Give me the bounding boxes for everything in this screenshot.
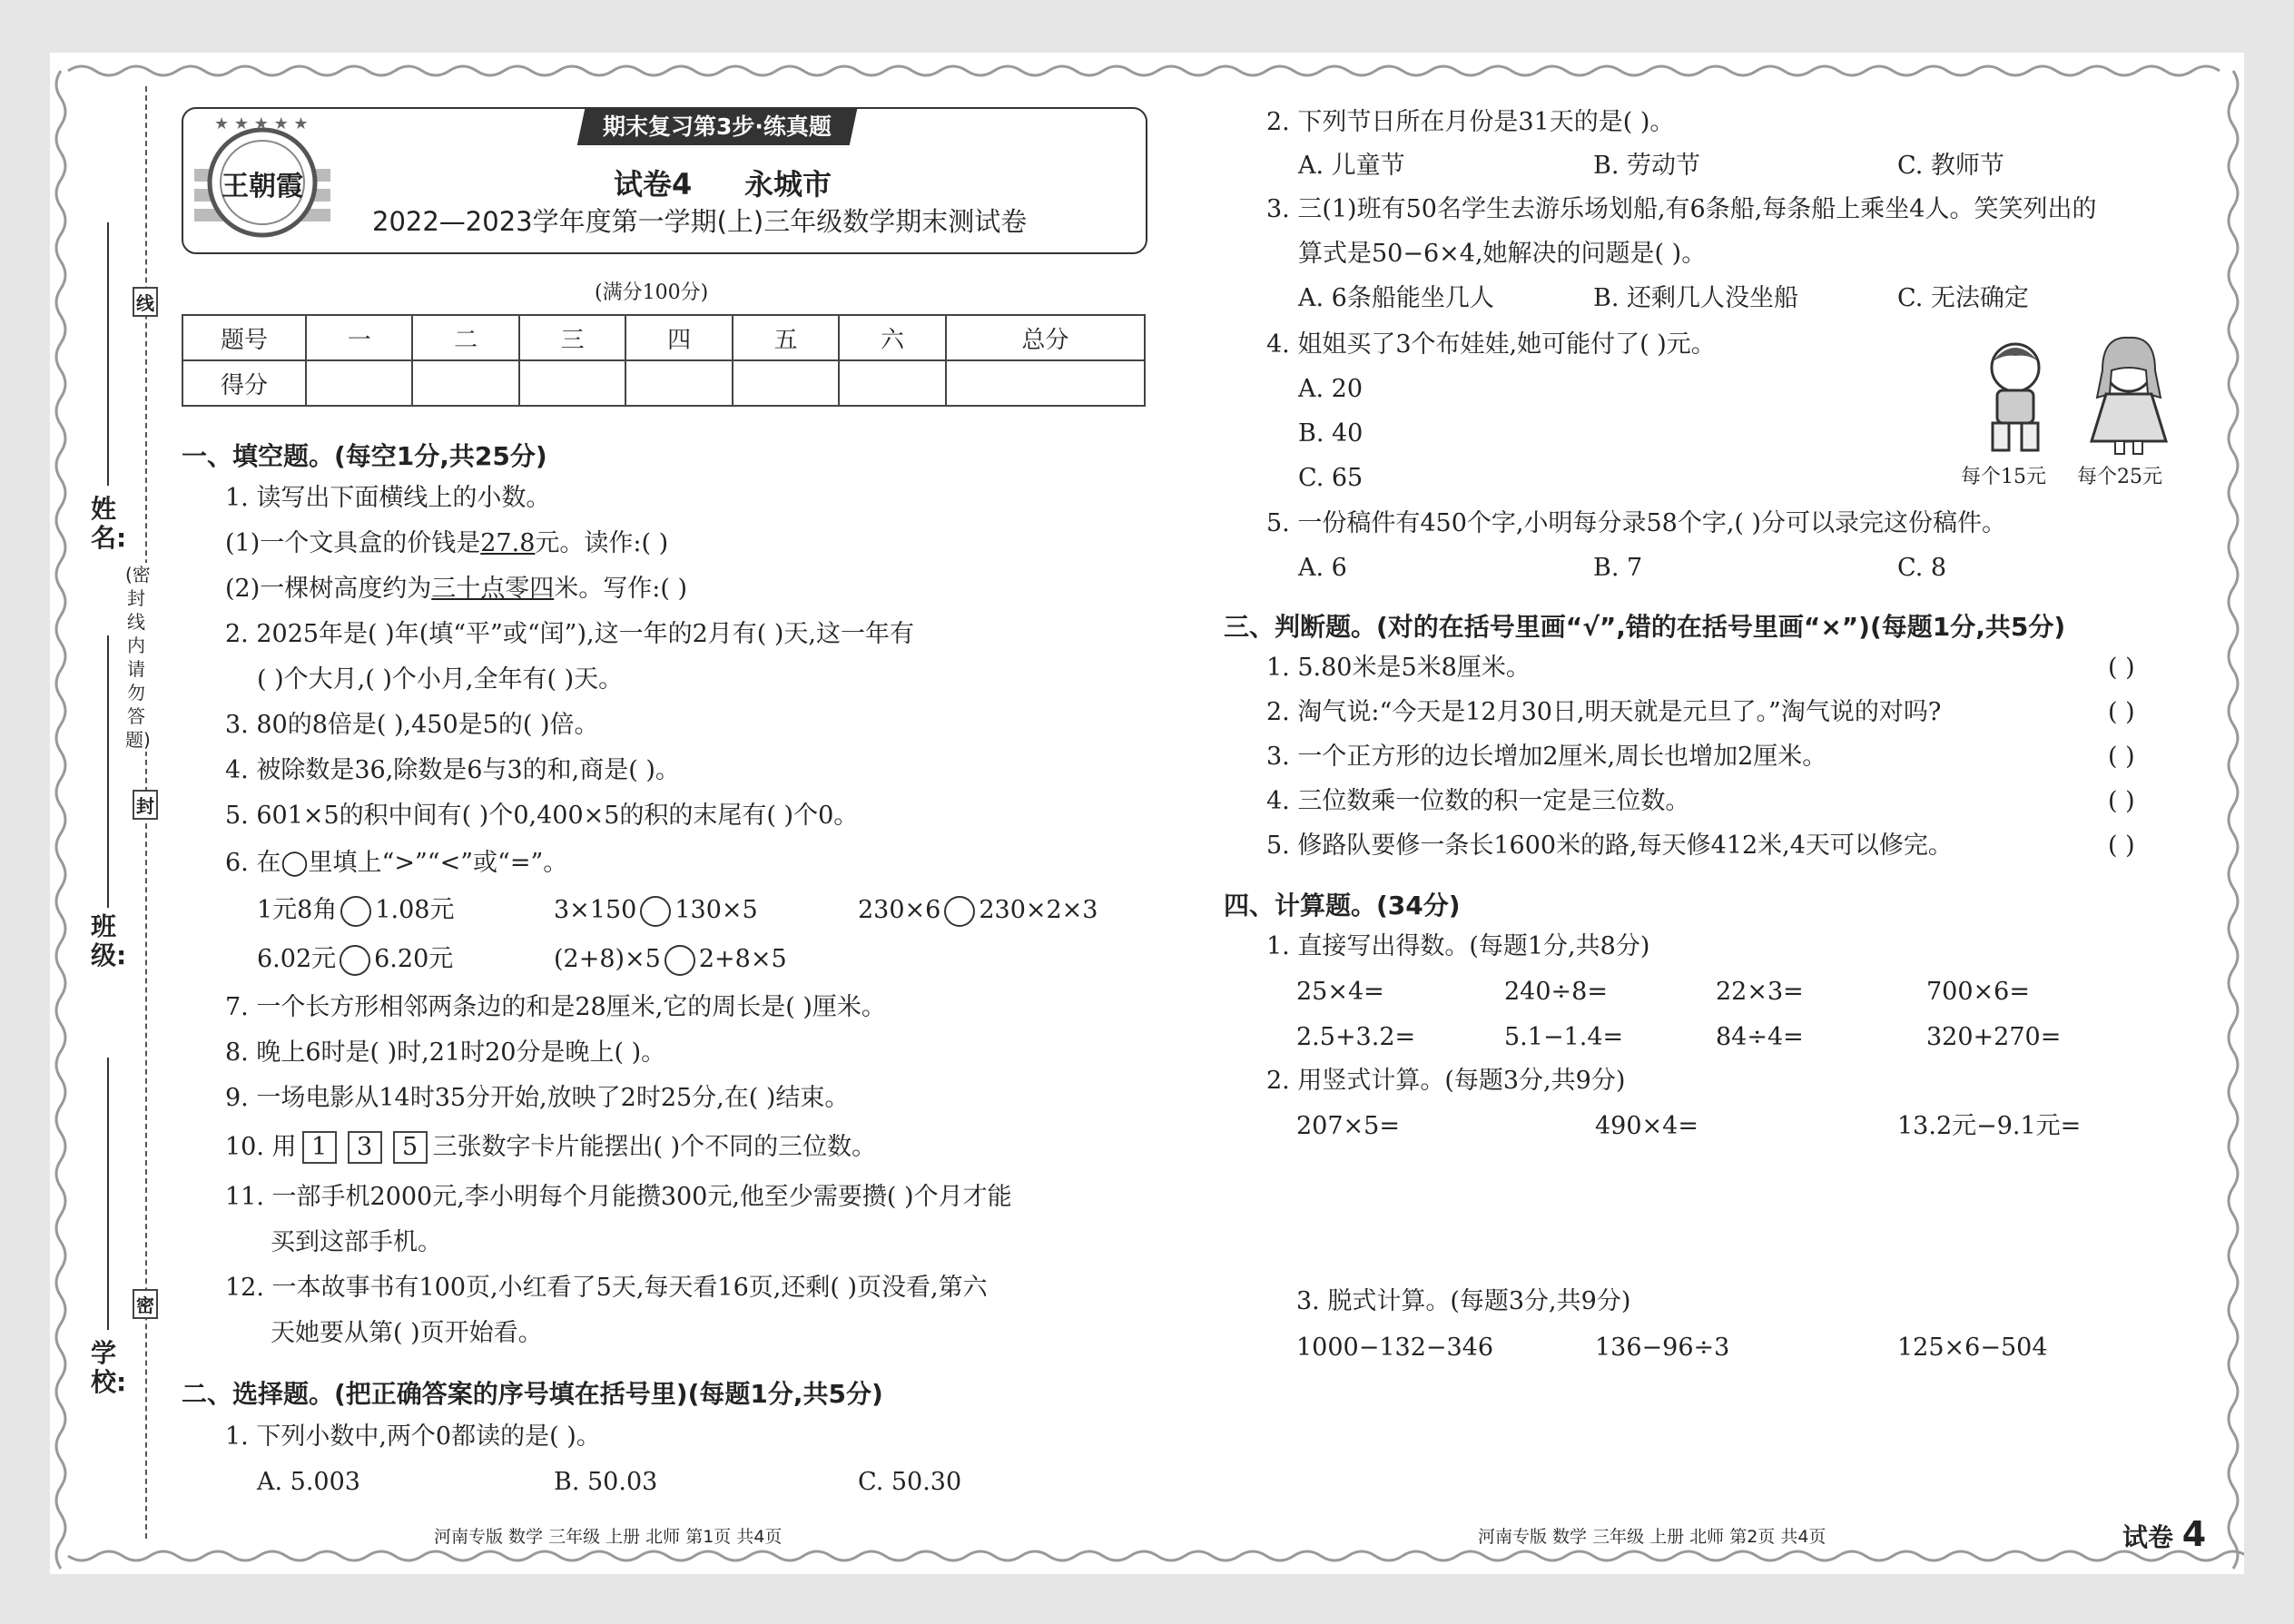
compare-circle[interactable]	[640, 896, 671, 927]
s2-q5-option: C. 8	[1897, 554, 1947, 582]
judge-item: 5. 修路队要修一条长1600米的路,每天修412米,4天可以修完。	[1266, 832, 1953, 860]
class-field[interactable]	[107, 635, 109, 908]
compare-right: 230×2×3	[979, 896, 1098, 924]
vertical-calc-item: 13.2元−9.1元=	[1897, 1112, 2082, 1140]
score-cell: 题号	[182, 315, 306, 360]
score-input[interactable]	[412, 360, 518, 406]
s2-q3-line2: 算式是50−6×4,她解决的问题是( )。	[1298, 240, 1707, 268]
s4-q1: 1. 直接写出得数。(每题1分,共8分)	[1266, 932, 1650, 960]
s2-q1-option: A. 5.003	[257, 1468, 360, 1496]
calc-item: 240÷8=	[1504, 978, 1608, 1006]
s1-q10	[225, 1131, 876, 1164]
compare-left: 230×6	[858, 896, 941, 924]
school-label: 学校:	[91, 1338, 127, 1397]
judge-answer-paren[interactable]: ( )	[2108, 654, 2135, 682]
header-banner-text: 期末复习第3步·练真题	[603, 113, 832, 140]
score-input[interactable]	[946, 360, 1145, 406]
section3-title: 三、判断题。(对的在括号里画“√”,错的在括号里画“×”)(每题1分,共5分)	[1224, 612, 2066, 642]
score-cell: 六	[839, 315, 945, 360]
s2-q5-option: A. 6	[1298, 554, 1347, 582]
s2-q3-option: A. 6条船能坐几人	[1298, 284, 1494, 312]
score-cell: 一	[306, 315, 412, 360]
test-badge-number: 4	[2181, 1514, 2207, 1554]
calc-item: 22×3=	[1716, 978, 1804, 1006]
s2-q2: 2. 下列节日所在月份是31天的是( )。	[1266, 108, 1675, 136]
compare-right: 1.08元	[375, 896, 455, 924]
digit-card: 1	[302, 1131, 337, 1164]
test-city: 永城市	[744, 167, 832, 202]
stepwise-calc-item: 1000−132−346	[1296, 1334, 1494, 1362]
full-score: (满分100分)	[595, 281, 709, 304]
s1-q10-pre: 10. 用	[225, 1133, 297, 1161]
judge-item: 3. 一个正方形的边长增加2厘米,周长也增加2厘米。	[1266, 743, 1827, 771]
s2-q5: 5. 一份稿件有450个字,小明每分录58个字,( )分可以录完这份稿件。	[1266, 509, 2007, 537]
s1-q12-line1: 12. 一本故事书有100页,小红看了5天,每天看16页,还剩( )页没看,第六	[225, 1274, 988, 1302]
svg-text:★ ★ ★ ★ ★: ★ ★ ★ ★ ★	[214, 114, 309, 133]
calc-item: 320+270=	[1926, 1023, 2062, 1051]
s1-q1b	[225, 574, 687, 605]
s1-q6: 6. 在◯里填上“>”“<”或“=”。	[225, 849, 568, 877]
binding-fold-mark: 密	[133, 1289, 158, 1319]
s4-q3: 3. 脱式计算。(每题3分,共9分)	[1296, 1287, 1631, 1315]
s2-q4-option: C. 65	[1298, 464, 1364, 492]
girl-doll-illustration	[2079, 336, 2179, 458]
judge-answer-paren[interactable]: ( )	[2108, 698, 2135, 726]
calc-item: 5.1−1.4=	[1504, 1023, 1624, 1051]
s2-q2-option: B. 劳动节	[1593, 152, 1701, 180]
section2-title: 二、选择题。(把正确答案的序号填在括号里)(每题1分,共5分)	[182, 1379, 883, 1409]
girl-doll-price: 每个25元	[2077, 466, 2162, 488]
vertical-calc-item: 207×5=	[1296, 1112, 1400, 1140]
score-input[interactable]	[306, 360, 412, 406]
s1-q2-line1: 2. 2025年是( )年(填“平”或“闰”),这一年的2月有( )天,这一年有	[225, 620, 914, 648]
s1-q11-line1: 11. 一部手机2000元,李小明每个月能攒300元,他至少需要攒( )个月才能	[225, 1183, 1012, 1211]
compare-circle[interactable]	[944, 896, 975, 927]
s4-q2: 2. 用竖式计算。(每题3分,共9分)	[1266, 1067, 1626, 1095]
compare-right: 130×5	[674, 896, 758, 924]
s1-q1b-pre: (2)一棵树高度约为	[225, 575, 432, 603]
s1-q7: 7. 一个长方形相邻两条边的和是28厘米,它的周长是( )厘米。	[225, 993, 886, 1021]
s2-q4-option: B. 40	[1298, 419, 1364, 448]
digit-card: 3	[348, 1131, 382, 1164]
score-input[interactable]	[733, 360, 839, 406]
score-cell: 四	[625, 315, 732, 360]
s1-q1b-num: 三十点零四	[431, 575, 555, 603]
s1-q1a	[225, 528, 668, 559]
s2-q4-option: A. 20	[1298, 375, 1364, 403]
judge-item: 4. 三位数乘一位数的积一定是三位数。	[1266, 787, 1690, 815]
compare-item	[554, 944, 787, 976]
compare-right: 2+8×5	[698, 945, 787, 973]
compare-left: 3×150	[554, 896, 637, 924]
judge-answer-paren[interactable]: ( )	[2108, 832, 2135, 860]
school-field[interactable]	[107, 1058, 109, 1330]
digit-card: 5	[393, 1131, 428, 1164]
name-field[interactable]	[107, 222, 109, 486]
header-banner	[577, 109, 858, 145]
class-label: 班级:	[91, 911, 127, 970]
calc-item: 700×6=	[1926, 978, 2030, 1006]
judge-answer-paren[interactable]: ( )	[2108, 743, 2135, 771]
stepwise-calc-item: 125×6−504	[1897, 1334, 2048, 1362]
s2-q3-option: C. 无法确定	[1897, 284, 2029, 312]
s1-q1a-post: 元。读作:( )	[535, 529, 669, 557]
score-cell: 总分	[946, 315, 1145, 360]
score-table	[182, 314, 1146, 407]
s1-q9: 9. 一场电影从14时35分开始,放映了2时25分,在( )结束。	[225, 1084, 850, 1112]
section4-title: 四、计算题。(34分)	[1224, 891, 1461, 920]
s2-q1: 1. 下列小数中,两个0都读的是( )。	[225, 1422, 601, 1451]
score-table-header-row	[182, 315, 1145, 360]
s1-q4: 4. 被除数是36,除数是6与3的和,商是( )。	[225, 756, 680, 784]
compare-right: 6.20元	[374, 945, 454, 973]
name-label: 姓名:	[91, 494, 127, 553]
compare-left: 1元8角	[257, 896, 338, 924]
s1-q1b-post: 米。写作:( )	[554, 575, 687, 603]
s2-q2-option: C. 教师节	[1897, 152, 2004, 180]
test-badge-label: 试卷	[2122, 1522, 2174, 1552]
boy-doll-price: 每个15元	[1961, 466, 2046, 488]
score-input[interactable]	[519, 360, 625, 406]
s2-q3-option: B. 还剩几人没坐船	[1593, 284, 1799, 312]
s1-q8: 8. 晚上6时是( )时,21时20分是晚上( )。	[225, 1038, 666, 1067]
s1-q5: 5. 601×5的积中间有( )个0,400×5的积的末尾有( )个0。	[225, 802, 859, 830]
judge-answer-paren[interactable]: ( )	[2108, 787, 2135, 815]
test-number: 试卷4	[614, 167, 693, 202]
s1-q1a-num: 27.8	[480, 529, 536, 557]
compare-left: 6.02元	[257, 945, 337, 973]
score-cell: 得分	[182, 360, 306, 406]
boy-doll-illustration	[1965, 336, 2065, 458]
stepwise-calc-item: 136−96÷3	[1595, 1334, 1730, 1362]
s2-q4: 4. 姐姐买了3个布娃娃,她可能付了( )元。	[1266, 330, 1716, 359]
score-cell: 二	[412, 315, 518, 360]
score-input[interactable]	[839, 360, 945, 406]
footer-right: 河南专版 数学 三年级 上册 北师 第2页 共4页	[1478, 1527, 1826, 1547]
binding-seal-mark: 封	[133, 790, 158, 820]
binding-line-mark: 线	[133, 287, 158, 317]
s1-q2-line2: ( )个大月,( )个小月,全年有( )天。	[257, 665, 624, 694]
s1-q3: 3. 80的8倍是( ),450是5的( )倍。	[225, 711, 599, 739]
footer-left: 河南专版 数学 三年级 上册 北师 第1页 共4页	[434, 1527, 783, 1547]
compare-left: (2+8)×5	[554, 945, 661, 973]
section1-title: 一、填空题。(每空1分,共25分)	[182, 441, 547, 471]
test-title: 2022—2023学年度第一学期(上)三年级数学期末测试卷	[372, 206, 1028, 237]
calc-item: 25×4=	[1296, 978, 1384, 1006]
calc-item: 84÷4=	[1716, 1023, 1804, 1051]
score-cell: 五	[733, 315, 839, 360]
s1-q1: 1. 读写出下面横线上的小数。	[225, 484, 551, 512]
s1-q10-post: 三张数字卡片能摆出( )个不同的三位数。	[432, 1133, 877, 1161]
score-cell: 三	[519, 315, 625, 360]
s2-q2-option: A. 儿童节	[1298, 152, 1405, 180]
compare-item	[554, 895, 758, 927]
judge-item: 2. 淘气说:“今天是12月30日,明天就是元旦了。”淘气说的对吗?	[1266, 698, 1942, 726]
compare-circle[interactable]	[340, 896, 371, 927]
s2-q1-option: B. 50.03	[554, 1468, 658, 1496]
compare-item	[257, 895, 454, 927]
vertical-calc-item: 490×4=	[1595, 1112, 1698, 1140]
s1-q12-line2: 天她要从第( )页开始看。	[271, 1319, 543, 1347]
logo-text: 王朝霞	[222, 171, 303, 202]
score-input[interactable]	[625, 360, 732, 406]
compare-circle[interactable]	[665, 945, 695, 976]
calc-item: 2.5+3.2=	[1296, 1023, 1416, 1051]
compare-circle[interactable]	[340, 945, 370, 976]
compare-item	[257, 944, 453, 976]
judge-item: 1. 5.80米是5米8厘米。	[1266, 654, 1531, 682]
test-badge	[2122, 1514, 2206, 1554]
s1-q1a-pre: (1)一个文具盒的价钱是	[225, 529, 481, 557]
score-table-score-row	[182, 360, 1145, 406]
s2-q1-option: C. 50.30	[858, 1468, 962, 1496]
compare-item	[858, 895, 1098, 927]
s2-q3-line1: 3. 三(1)班有50名学生去游乐场划船,有6条船,每条船上乘坐4人。笑笑列出的	[1266, 195, 2097, 223]
s2-q5-option: B. 7	[1593, 554, 1643, 582]
binding-notice: (密封线内请勿答题)	[125, 564, 151, 751]
s1-q11-line2: 买到这部手机。	[271, 1228, 442, 1256]
